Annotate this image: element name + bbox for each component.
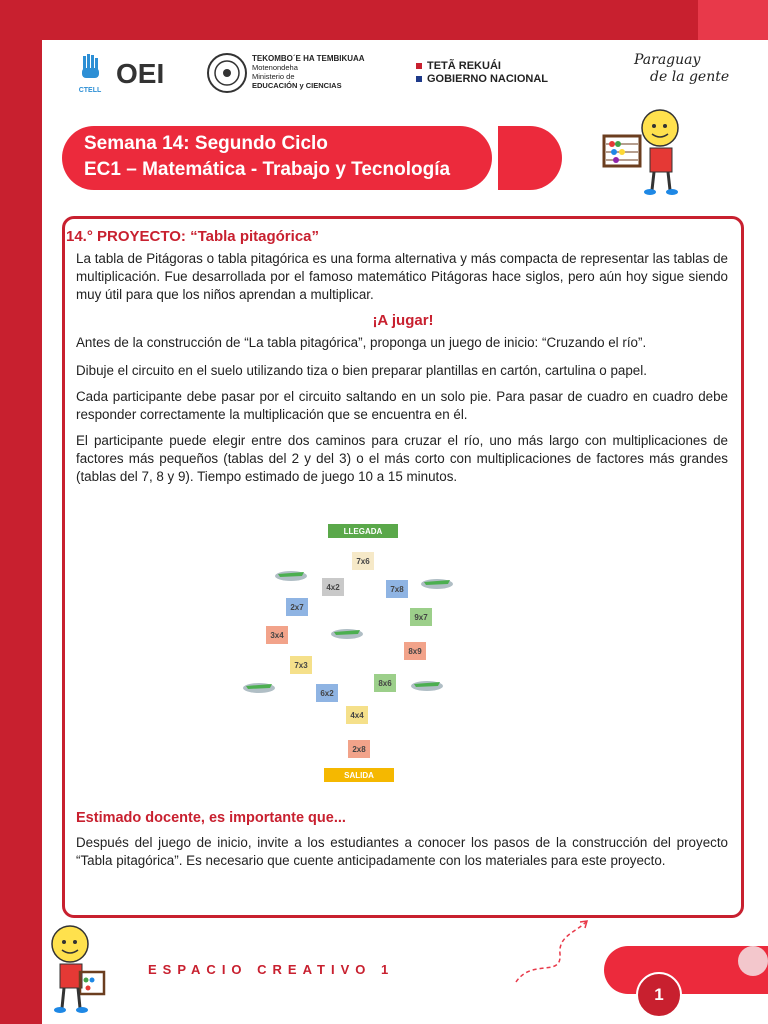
title-separator — [492, 126, 496, 190]
tile-5: 9x7 — [410, 608, 432, 626]
mascot-abacus-icon — [602, 106, 692, 198]
tile-10: 6x2 — [316, 684, 338, 702]
paraguay-line2: de la gente — [650, 69, 730, 85]
intro-paragraph: La tabla de Pitágoras o tabla pitagórica es una forma alternativa y más compacta de representar las tablas de multiplicación. Fue desarrollada por el famoso matemático Pitágoras hace siglos, pero aún hoy sigue siendo muy útil para que los niños aprendan a multiplicar. — [76, 251, 728, 302]
hand-icon — [75, 52, 105, 82]
teacher-note-text: Después del juego de inicio, invite a los estudiantes a conocer los pasos de la construcción del proyecto “Tabla pitagórica”. Es necesario que cuente anticipadamente con los materiales para este proyecto. — [76, 835, 728, 868]
paragraph-1: Antes de la construcción de “La tabla pitagórica”, proponga un juego de inicio: “Cruzando el río”. — [76, 335, 647, 350]
red-square-icon — [416, 63, 422, 69]
crocodile-icon — [420, 574, 454, 590]
tile-3: 7x8 — [386, 580, 408, 598]
crocodile-icon — [242, 678, 276, 694]
teacher-note-title: Estimado docente, es importante que... — [76, 810, 346, 826]
ctell-text: CTELL — [78, 87, 102, 94]
crocodile-icon — [410, 676, 444, 692]
section-title-banner — [62, 126, 492, 190]
ministry-line3: Ministerio de — [252, 72, 295, 81]
ctell-logo — [70, 52, 110, 94]
subject-title: EC1 – Matemática - Trabajo y Tecnología — [84, 159, 451, 180]
blue-square-icon — [416, 76, 422, 82]
paraguay-line1: Paraguay — [634, 52, 701, 68]
footer-label: ESPACIO CREATIVO 1 — [148, 962, 395, 977]
tile-11: 4x4 — [346, 706, 368, 724]
tile-4: 2x7 — [286, 598, 308, 616]
paraguay-logo — [634, 52, 729, 86]
crocodile-icon — [330, 624, 364, 640]
gov-line2: GOBIERNO NACIONAL — [427, 73, 548, 85]
ministry-line4: EDUCACIÓN y CIENCIAS — [252, 81, 342, 90]
week-title: Semana 14: Segundo Ciclo — [84, 133, 328, 154]
tile-2: 4x2 — [322, 578, 344, 596]
oei-logo: OEI — [116, 58, 165, 89]
tile-6: 3x4 — [266, 626, 288, 644]
tile-7: 8x9 — [404, 642, 426, 660]
mascot-footer-icon — [42, 920, 108, 1020]
top-band — [0, 0, 768, 40]
tile-12: 2x8 — [348, 740, 370, 758]
title-cap — [498, 126, 562, 190]
dashed-arrow-icon — [512, 918, 592, 988]
play-heading: ¡A jugar! — [372, 312, 434, 329]
finish-label: LLEGADA — [328, 524, 398, 538]
paragraph-3: Cada participante debe pasar por el circuito saltando en un solo pie. Para pasar de cuadro en cuadro debe responder correctamente la multiplicación que se encuentra en él. — [76, 389, 728, 422]
ministry-text — [252, 54, 365, 90]
ministry-logo — [206, 52, 248, 99]
ministry-line1: TEKOMBO´E HA TEMBIKUAA — [252, 54, 365, 63]
page-sheet — [42, 40, 768, 1024]
paragraph-2: Dibuje el circuito en el suelo utilizando tiza o bien preparar plantillas en cartón, cartulina o papel. — [76, 363, 647, 378]
crocodile-icon — [274, 566, 308, 582]
seal-icon — [206, 52, 248, 94]
start-label: SALIDA — [324, 768, 394, 782]
gov-line1: TETÃ REKUÁI — [427, 60, 501, 72]
paragraph-4: El participante puede elegir entre dos caminos para cruzar el río, uno más largo con multiplicaciones de factores más pequeños (tablas del 2 y del 3) o el más corto con multiplicaciones de factores más grandes (tablas del 7, 8 y 9). Tiempo estimado de juego 10 a 15 minutos. — [76, 433, 728, 484]
top-right-accent — [698, 0, 768, 40]
tile-9: 8x6 — [374, 674, 396, 692]
page-number: 1 — [636, 972, 682, 1018]
gov-line2-row — [416, 73, 548, 86]
government-logo — [416, 60, 548, 86]
tile-8: 7x3 — [290, 656, 312, 674]
ministry-line2: Motenondeha — [252, 63, 298, 72]
left-band — [0, 0, 42, 1024]
decorative-dotted-circle — [738, 946, 768, 976]
tile-1: 7x6 — [352, 552, 374, 570]
project-title: 14.° PROYECTO: “Tabla pitagórica” — [66, 228, 320, 245]
river-circuit-diagram — [270, 524, 486, 788]
logo-bar — [62, 46, 752, 106]
gov-line1-row — [416, 60, 548, 73]
